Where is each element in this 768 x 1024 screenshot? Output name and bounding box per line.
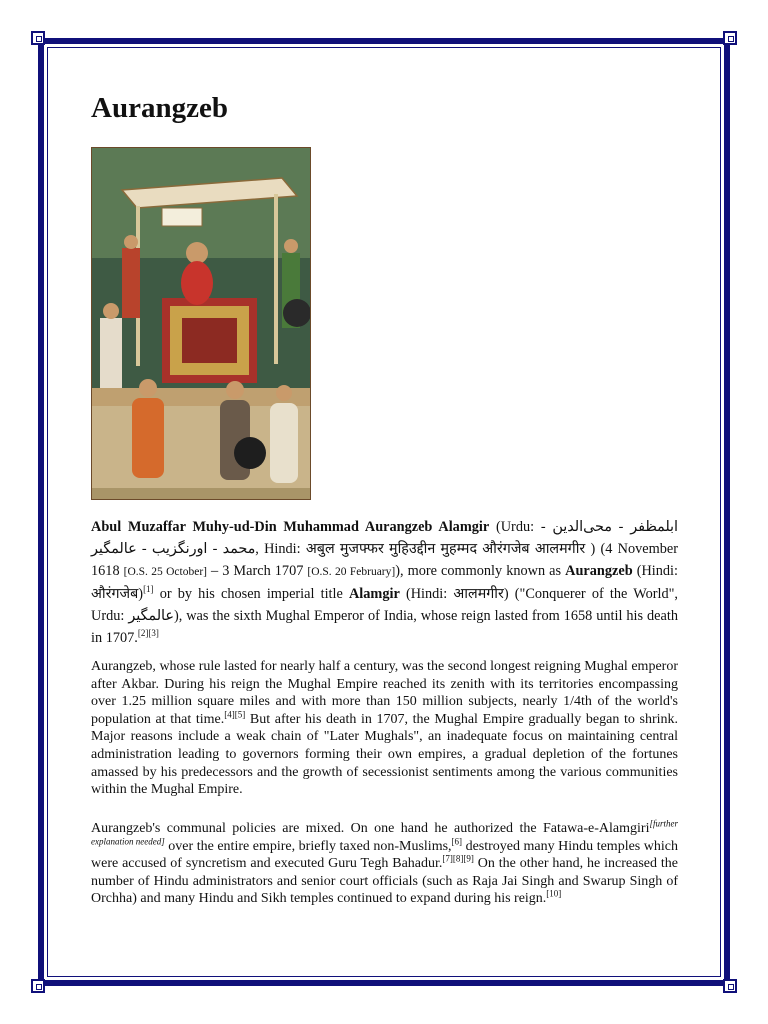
text-run: (Urdu: xyxy=(489,519,541,535)
text-run: or by his chosen imperial title xyxy=(153,586,349,602)
urdu-title: عالمگیر xyxy=(128,608,174,624)
hindi-name: अबुल मुजफ्फर मुहिउद्दीन मुहम्मद औरंगजेब आलमगीर xyxy=(305,541,586,557)
urdu-name: ابلمظفر - محی‌الدین - محمد - اورنگزیب - عالمگیر xyxy=(91,519,679,557)
text-run: (Hindi: xyxy=(632,563,678,579)
text-run: over the entire empire, briefly taxed non-Muslims, xyxy=(164,838,452,854)
citation-link[interactable]: [4][5] xyxy=(224,709,246,720)
os-death-date: [O.S. 20 February] xyxy=(307,566,396,578)
short-name: Aurangzeb xyxy=(565,563,633,579)
hindi-short-name: औरंगजेब xyxy=(91,586,139,602)
text-run: ) (4 November 1618 xyxy=(91,541,678,579)
mughal-court-painting-icon xyxy=(92,148,311,500)
corner-ornament-bottom-right xyxy=(723,979,737,993)
text-run: ), was the sixth Mughal Emperor of India, whose reign lasted from 1658 until his death in 1707. xyxy=(91,608,678,646)
text-run: destroyed many Hindu temples which were accused of syncretism and executed Guru Tegh Bahadur. xyxy=(91,838,678,872)
citation-link[interactable]: [7][8][9] xyxy=(442,853,474,864)
text-run: Aurangzeb's communal policies are mixed. On one hand he authorized the Fatawa-e-Alamgiri xyxy=(91,821,650,836)
corner-ornament-top-left xyxy=(31,31,45,45)
text-run: – 3 March 1707 xyxy=(206,563,308,579)
text-run: On the other hand, he increased the number of Hindu administrators and senior court officials (such as Raja Jai Singh and Swarup Singh of Orchha) and many Hindu and Sikh temples continued to expand during his reign. xyxy=(91,856,678,907)
further-explanation-note[interactable]: [further explanation needed] xyxy=(91,818,678,846)
paragraph-policies xyxy=(91,820,678,908)
text-run: But after his death in 1707, the Mughal Empire gradually began to shrink. Major reasons include a weak chain of "Later Mughals", an inadequate focus on maintaining central administration leading to governors forming their own empires, a gradual depletion of the fortunes amassed by his predecessors and the growth of secessionist sentiments among the various communities within the Mughal Empire. xyxy=(91,711,678,798)
imperial-title: Alamgir xyxy=(348,586,400,602)
citation-link[interactable]: [1] xyxy=(143,584,154,595)
text-run: ), more commonly known as xyxy=(395,563,566,579)
portrait-image xyxy=(91,147,311,500)
citation-link[interactable]: [2][3] xyxy=(137,628,159,639)
text-run: ) xyxy=(138,586,144,602)
text-run: ) ("Conquerer of the World", Urdu: xyxy=(91,586,679,624)
lead-paragraph xyxy=(91,516,678,649)
os-birth-date: [O.S. 25 October] xyxy=(123,566,207,578)
paragraph-reign xyxy=(91,658,678,799)
text-run: , Hindi: xyxy=(255,541,306,557)
corner-ornament-top-right xyxy=(723,31,737,45)
citation-link[interactable]: [10] xyxy=(546,888,562,899)
full-name: Abul Muzaffar Muhy-ud-Din Muhammad Aurangzeb Alamgir xyxy=(91,519,490,535)
hindi-title: आलमगीर xyxy=(453,586,504,602)
citation-link[interactable]: [6] xyxy=(451,835,463,846)
text-run: (Hindi: xyxy=(399,586,454,602)
page-title: Aurangzeb xyxy=(91,92,228,124)
text-run: Aurangzeb, whose rule lasted for nearly half a century, was the second longest reigning Mughal emperor after Akbar. During his reign the Mughal Empire reached its zenith with its territories encompassing over 1.25 million square miles and with more than 150 million subjects, nearly 1/4th of the world's population at that time. xyxy=(91,659,678,727)
corner-ornament-bottom-left xyxy=(31,979,45,993)
